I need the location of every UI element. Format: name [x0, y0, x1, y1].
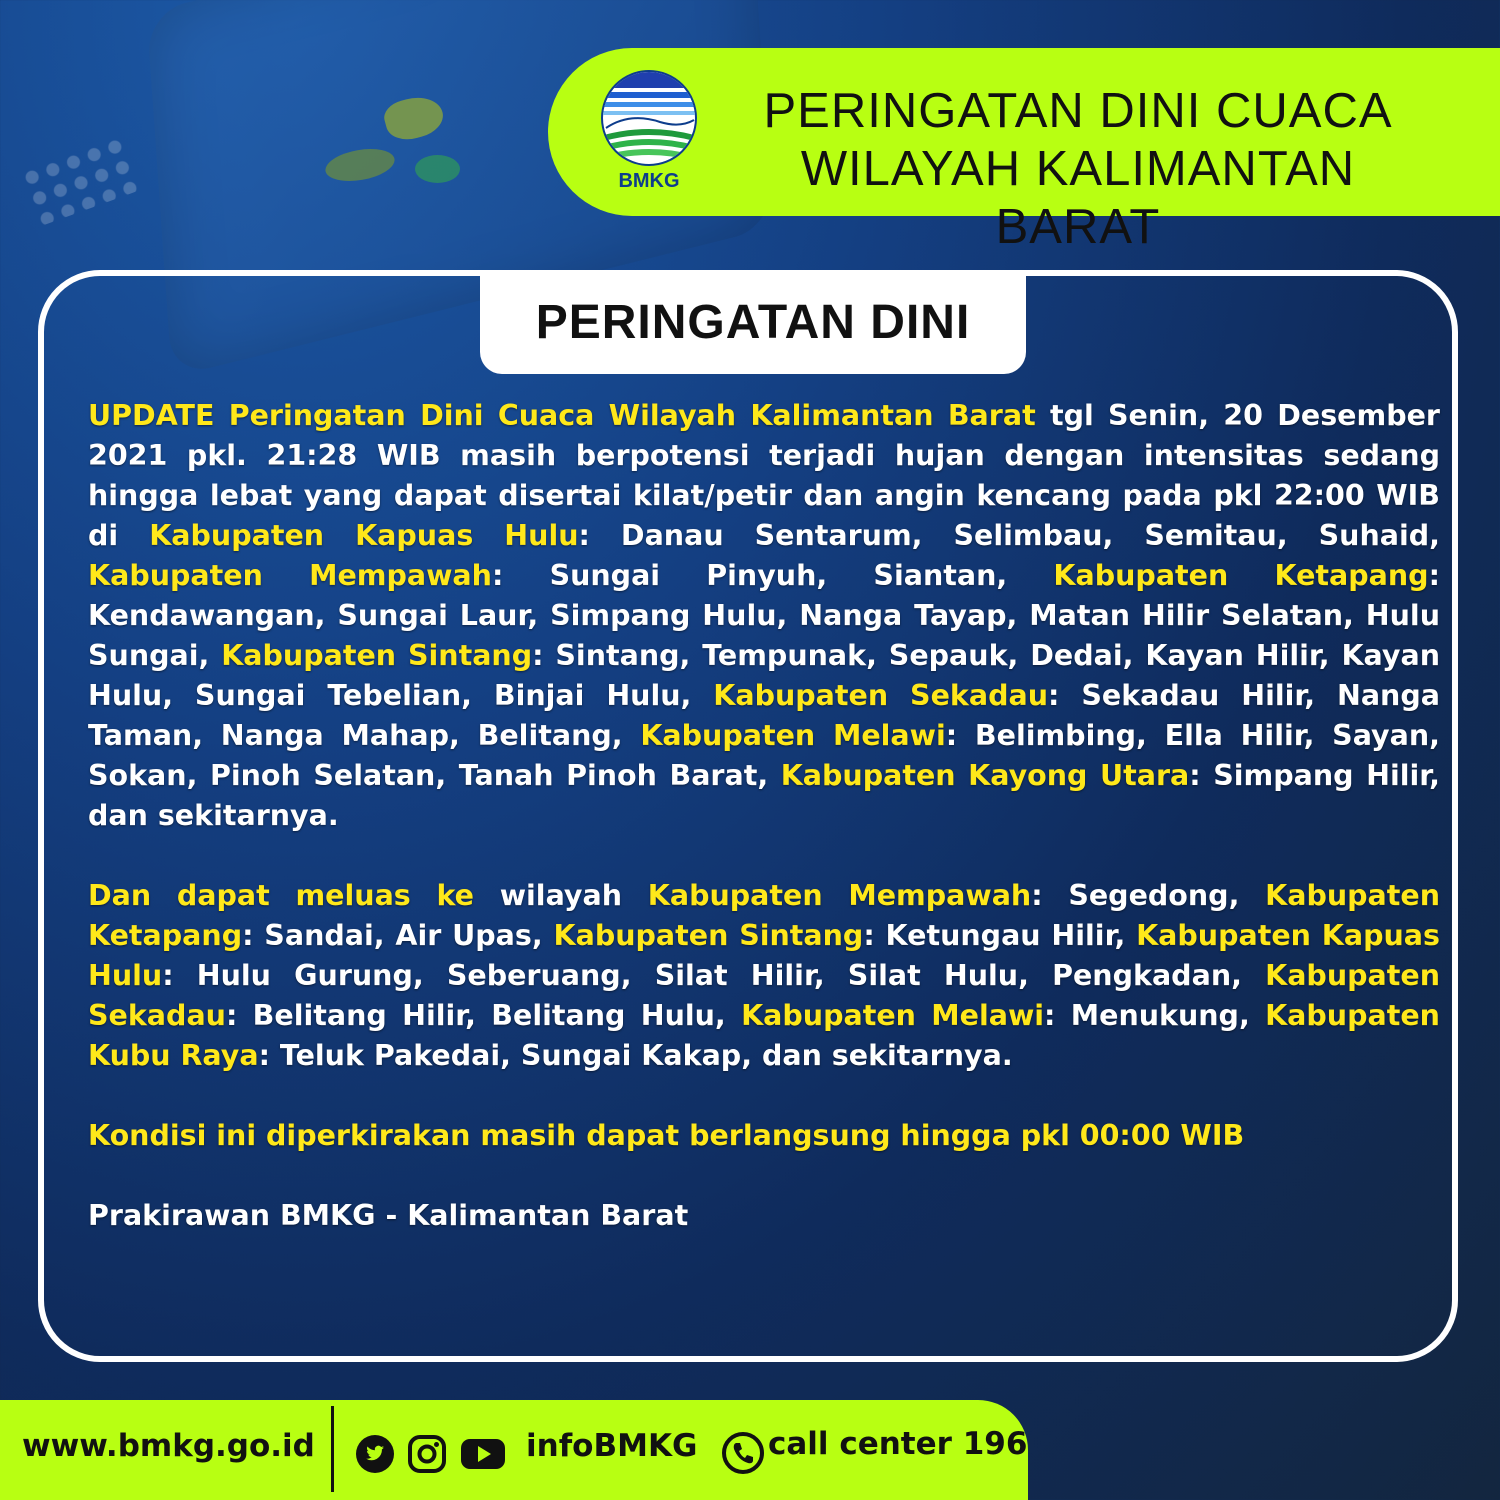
highlight-text: Kabupaten Melawi	[640, 719, 946, 752]
background-map-shape	[415, 155, 460, 183]
bmkg-logo-icon	[600, 70, 698, 170]
twitter-icon[interactable]	[355, 1434, 395, 1474]
body-text: : Danau Sentarum, Selimbau, Semitau, Suhaid,	[578, 519, 1440, 552]
header-title	[728, 82, 1428, 256]
body-text: : Sungai Pinyuh, Siantan,	[491, 559, 1054, 592]
highlight-text: Kabupaten Ketapang	[88, 879, 1441, 952]
body-text: : Simpang Hilir, dan sekitarnya.	[88, 759, 1440, 832]
body-text: : Belitang Hilir, Belitang Hulu,	[225, 999, 742, 1032]
background-keypad-dots	[18, 133, 142, 227]
body-text: : Sintang, Tempunak, Sepauk, Dedai, Kayan Hilir, Kayan Hulu, Sungai Tebelian, Binjai Hulu,	[88, 639, 1441, 712]
header-title-line2: WILAYAH KALIMANTAN BARAT	[800, 142, 1356, 254]
warning-paragraph-extension	[88, 876, 1440, 1076]
signature-text: Prakirawan BMKG - Kalimantan Barat	[88, 1199, 689, 1232]
card-tab	[480, 270, 1026, 374]
warning-paragraph-main	[88, 396, 1440, 836]
call-center-text[interactable]: call center 196	[768, 1426, 1028, 1462]
logo-text: BMKG	[618, 170, 680, 192]
website-link[interactable]: www.bmkg.go.id	[22, 1428, 315, 1464]
condition-text: Kondisi ini diperkirakan masih dapat berlangsung hingga pkl 00:00 WIB	[88, 1119, 1245, 1152]
highlight-text: UPDATE Peringatan Dini Cuaca Wilayah Kalimantan Barat	[88, 399, 1036, 432]
body-text: : Segedong,	[1031, 879, 1266, 912]
warning-content	[88, 396, 1440, 1276]
body-text: : Hulu Gurung, Seberuang, Silat Hilir, Silat Hulu, Pengkadan,	[162, 959, 1266, 992]
highlight-text: Kabupaten Sintang	[221, 639, 533, 672]
header-banner	[548, 48, 1500, 254]
highlight-text: Kabupaten Kapuas Hulu	[149, 519, 579, 552]
body-text: wilayah	[474, 879, 648, 912]
youtube-icon[interactable]	[460, 1434, 506, 1474]
highlight-text: Kabupaten Melawi	[741, 999, 1045, 1032]
body-text: : Menukung,	[1044, 999, 1266, 1032]
body-text: : Ketungau Hilir,	[863, 919, 1137, 952]
header-title-line1: PERINGATAN DINI CUACA	[763, 84, 1393, 138]
highlight-text: Kabupaten Kapuas Hulu	[88, 919, 1440, 992]
instagram-icon[interactable]	[407, 1434, 447, 1474]
body-text: : Sekadau Hilir, Nanga Taman, Nanga Mahap, Belitang,	[88, 679, 1440, 752]
highlight-text: Kabupaten Sekadau	[88, 959, 1440, 1032]
highlight-text: Kabupaten Mempawah	[88, 559, 492, 592]
highlight-text: Kabupaten Ketapang	[1053, 559, 1429, 592]
body-text: : Teluk Pakedai, Sungai Kakap, dan sekitarnya.	[258, 1039, 1013, 1072]
highlight-text: Kabupaten Kayong Utara	[780, 759, 1190, 792]
social-handle[interactable]: infoBMKG	[526, 1428, 698, 1464]
highlight-text: Kabupaten Mempawah	[647, 879, 1032, 912]
card-tab-label: PERINGATAN DINI	[535, 295, 971, 349]
phone-icon	[722, 1432, 764, 1474]
highlight-text: Kabupaten Sekadau	[713, 679, 1049, 712]
footer-divider	[331, 1406, 334, 1492]
bmkg-logo	[600, 70, 698, 190]
body-text: tgl Senin, 20 Desember 2021 pkl. 21:28 WIB masih berpotensi terjadi hujan dengan intensitas sedang hingga lebat yang dapat disertai kilat/petir dan angin kencang pada pkl 22:00 WIB di	[88, 399, 1440, 552]
highlight-text: Dan dapat meluas ke	[88, 879, 474, 912]
body-text: : Kendawangan, Sungai Laur, Simpang Hulu, Nanga Tayap, Matan Hilir Selatan, Hulu Sungai,	[88, 559, 1440, 672]
body-text: : Belimbing, Ella Hilir, Sayan, Sokan, Pinoh Selatan, Tanah Pinoh Barat,	[88, 719, 1440, 792]
footer-bar	[0, 1400, 1028, 1500]
highlight-text: Kabupaten Kubu Raya	[88, 999, 1440, 1072]
highlight-text: Kabupaten Sintang	[553, 919, 864, 952]
body-text: : Sandai, Air Upas,	[242, 919, 554, 952]
